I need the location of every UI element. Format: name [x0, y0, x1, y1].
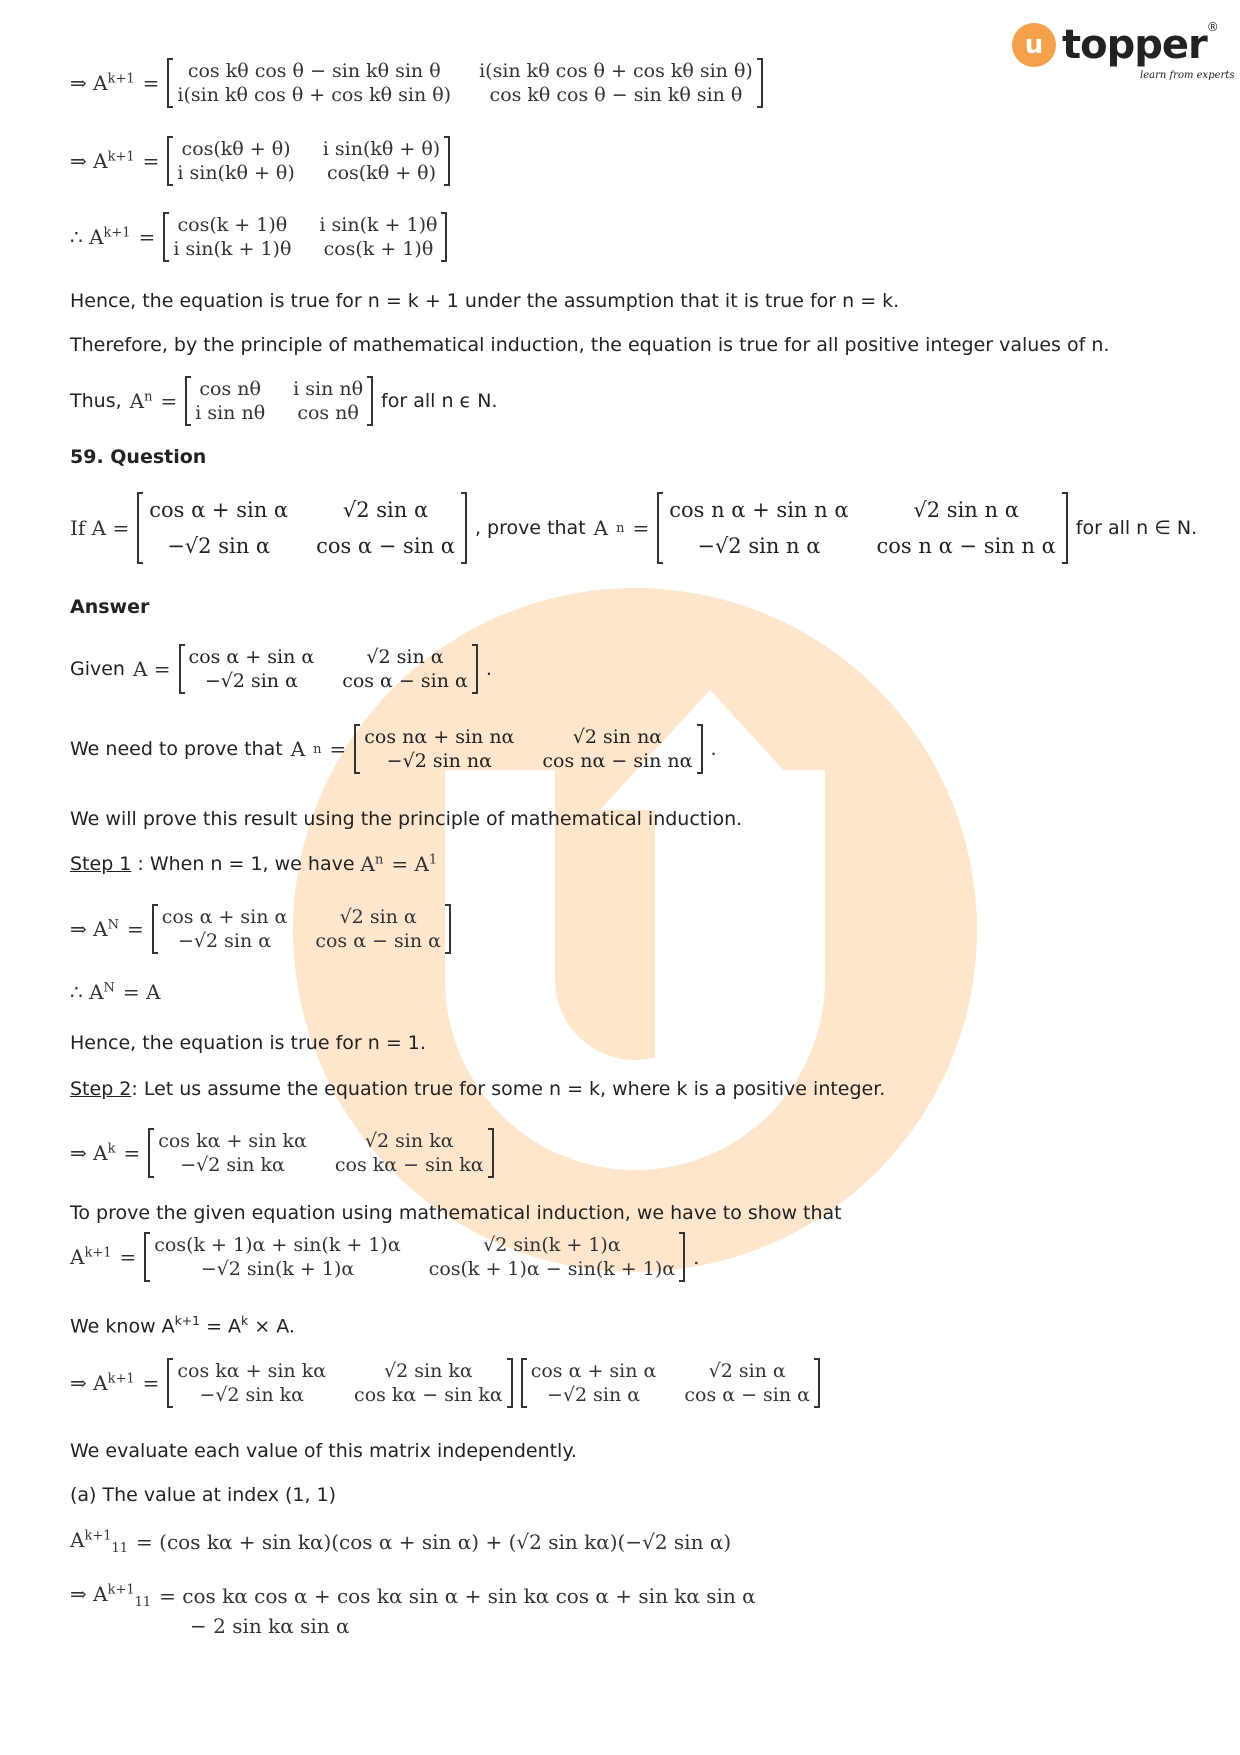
matrix-cell: cos(k + 1)α − sin(k + 1)α [428, 1258, 676, 1280]
eq-rhs: = (cos kα + sin kα)(cos α + sin α) + (√2 sin kα)(−√2 sin α) [136, 1530, 732, 1554]
paragraph: (a) The value at index (1, 1) [70, 1484, 337, 1506]
eq-lhs: $A^{k+1}$ [70, 1245, 112, 1269]
eq-to-prove [70, 1232, 699, 1282]
eq-sign: = [126, 917, 144, 941]
matrix-cell: −√2 sin kα [180, 1154, 285, 1176]
matrix-cell: √2 sin α [342, 498, 429, 522]
eq-sign: = [142, 149, 160, 173]
eq-rhs: − 2 sin kα sin α [190, 1614, 350, 1638]
eq-lhs: ∴ $A^N$ [70, 980, 115, 1004]
matrix-cell: −√2 sin nα [386, 750, 492, 772]
matrix [137, 492, 467, 564]
sup: k [241, 1314, 249, 1328]
matrix-cell: √2 sin nα [572, 726, 663, 748]
eq-product [70, 1358, 820, 1408]
eq-a11 [70, 1528, 731, 1556]
matrix-cell: cos n α − sin n α [876, 534, 1056, 558]
eq-ak1-result [70, 212, 447, 262]
matrix-cell: cos(kθ + θ) [181, 138, 291, 160]
matrix-cell: cos kα − sin kα [354, 1384, 503, 1406]
question-heading: 59. Question [70, 446, 207, 468]
matrix-cell: −√2 sin(k + 1)α [200, 1258, 355, 1280]
matrix [179, 644, 478, 694]
matrix [163, 212, 447, 262]
eq-lhs: $A^{k+1}_{11}$ [70, 1528, 129, 1556]
matrix-cell: cos nα − sin nα [542, 750, 693, 772]
eq-sign: = [142, 1371, 160, 1395]
matrix-cell: i sin nθ [195, 402, 266, 424]
matrix-cell: cos kα − sin kα [334, 1154, 484, 1176]
step1-math: $A^n$ = $A^1$ [360, 852, 438, 876]
matrix-cell: cos α − sin α [315, 930, 441, 952]
we-know-b: = A [206, 1315, 242, 1338]
matrix [167, 58, 762, 108]
matrix-cell: cos(kθ + θ) [326, 162, 436, 184]
logo-wordmark: topper [1062, 22, 1207, 68]
eq-sign: = [119, 1245, 137, 1269]
eq-lhs: $A^n$ [129, 389, 153, 413]
matrix [144, 1232, 685, 1282]
eq-sign: = [142, 71, 160, 95]
eq-rhs: = cos kα cos α + cos kα sin α + sin kα cos α + sin kα sin α [159, 1584, 756, 1608]
matrix-cell: i sin nθ [293, 378, 364, 400]
paragraph: We will prove this result using the principle of mathematical induction. [70, 808, 743, 830]
eq-step1 [70, 904, 451, 954]
matrix-cell: −√2 sin α [204, 670, 298, 692]
eq-step2 [70, 1128, 494, 1178]
matrix [657, 492, 1068, 564]
matrix-cell: −√2 sin α [177, 930, 272, 952]
matrix [152, 904, 451, 954]
eq-lhs: ⇒ $A^k$ [70, 1141, 116, 1165]
matrix-cell: i sin(kθ + θ) [322, 138, 441, 160]
step1-line [70, 852, 437, 876]
eq-lhs: ⇒ $A^{k+1}$ [70, 71, 135, 95]
eq-ak1-sum [70, 136, 450, 186]
step1-label: Step 1 [70, 853, 132, 875]
matrix-cell: cos α + sin α [161, 906, 288, 928]
eq-a11-expanded [70, 1582, 756, 1610]
eq-lhs: ⇒ $A^{k+1}_{11}$ [70, 1582, 152, 1610]
matrix-cell: √2 sin α [708, 1360, 786, 1382]
matrix-cell: √2 sin n α [913, 498, 1019, 522]
eq-lhs: ⇒ $A^{k+1}$ [70, 149, 135, 173]
paragraph: Hence, the equation is true for n = 1. [70, 1032, 426, 1054]
eq-ak1-expanded [70, 58, 763, 108]
question-mid: , prove that [474, 517, 586, 539]
eq-sign: = [160, 389, 178, 413]
question-suffix: for all n ∈ N. [1075, 517, 1198, 539]
matrix-cell: √2 sin α [366, 646, 444, 668]
matrix-cell: √2 sin(k + 1)α [483, 1234, 621, 1256]
matrix-cell: √2 sin kα [384, 1360, 473, 1382]
matrix-cell: −√2 sin α [546, 1384, 641, 1406]
period: . [693, 1245, 700, 1269]
matrix [521, 1358, 820, 1408]
matrix [167, 1358, 512, 1408]
matrix-cell: i sin(k + 1)θ [319, 214, 438, 236]
eq-rhs: = A [122, 980, 161, 1004]
period: . [485, 658, 492, 680]
eq-lhs: A = [132, 657, 171, 681]
matrix-cell: cos(k + 1)α + sin(k + 1)α [154, 1234, 401, 1256]
eq-lhs: ⇒ $A^{k+1}$ [70, 1371, 135, 1395]
matrix-cell: cos α − sin α [684, 1384, 810, 1406]
matrix-cell: √2 sin kα [364, 1130, 454, 1152]
thus-statement [70, 376, 498, 426]
period: . [710, 738, 717, 760]
question-statement [70, 492, 1197, 564]
paragraph: To prove the given equation using mathematical induction, we have to show that [70, 1202, 842, 1224]
matrix-cell: cos α + sin α [188, 646, 315, 668]
eq-a11-continued [190, 1614, 349, 1638]
question-if: If A = [70, 516, 130, 540]
matrix-cell: i sin(kθ + θ) [177, 162, 295, 184]
step2-text: : Let us assume the equation true for some n = k, where k is a positive integer. [131, 1078, 886, 1100]
matrix-cell: cos(k + 1)θ [323, 238, 434, 260]
thus-suffix: for all n ϵ N. [381, 390, 498, 412]
we-know-a: We know A [70, 1315, 175, 1338]
answer-heading: Answer [70, 596, 150, 618]
matrix-cell: −√2 sin n α [697, 534, 821, 558]
eq-lhs: ∴ $A^{k+1}$ [70, 225, 131, 249]
step1-text: : When n = 1, we have [137, 853, 355, 875]
matrix-cell: cos kα + sin kα [158, 1130, 307, 1152]
eq-lhs: A n [290, 737, 322, 761]
paragraph: Therefore, by the principle of mathematical induction, the equation is true for all positive integer values of n. [70, 334, 1110, 356]
eq-an [130, 376, 373, 426]
matrix-cell: √2 sin α [339, 906, 417, 928]
given-label: Given [70, 658, 125, 680]
matrix-cell: cos nθ [199, 378, 261, 400]
step2-line [70, 1078, 885, 1100]
matrix-cell: cos nθ [297, 402, 359, 424]
need-to-prove [70, 724, 717, 774]
matrix-cell: −√2 sin kα [199, 1384, 305, 1406]
matrix-cell: cos α + sin α [530, 1360, 657, 1382]
matrix-cell: cos nα + sin nα [364, 726, 515, 748]
matrix-cell: i(sin kθ cos θ + cos kθ sin θ) [479, 60, 753, 82]
matrix-cell: cos α − sin α [342, 670, 468, 692]
need-label: We need to prove that [70, 738, 283, 760]
matrix-cell: cos α + sin α [149, 498, 289, 522]
eq-sign: = [123, 1141, 141, 1165]
we-know-c: × A. [254, 1315, 295, 1338]
step2-label: Step 2 [70, 1078, 132, 1100]
matrix-cell: cos kθ cos θ − sin kθ sin θ [489, 84, 743, 106]
we-know-line [70, 1314, 295, 1337]
matrix [185, 376, 373, 426]
eq-sign: = [329, 737, 347, 761]
matrix-cell: cos(k + 1)θ [177, 214, 288, 236]
matrix [354, 724, 702, 774]
matrix-cell: i(sin kθ cos θ + cos kθ sin θ) [177, 84, 452, 106]
eq-sign: = [138, 225, 156, 249]
sup: k+1 [174, 1314, 201, 1328]
matrix-cell: cos α − sin α [316, 534, 455, 558]
eq-lhs: ⇒ $A^N$ [70, 917, 119, 941]
logo-registered-mark: ® [1206, 20, 1219, 34]
matrix-cell: cos kθ cos θ − sin kθ sin θ [187, 60, 441, 82]
eq-step1-conclusion [70, 980, 160, 1004]
logo-u-icon: u [1012, 23, 1056, 67]
eq-sign: = [632, 516, 650, 540]
given-statement [70, 644, 492, 694]
matrix-cell: −√2 sin α [167, 534, 271, 558]
matrix-cell: i sin(k + 1)θ [173, 238, 292, 260]
eq-lhs: A n [593, 516, 625, 540]
paragraph: We evaluate each value of this matrix independently. [70, 1440, 577, 1462]
thus-label: Thus, [70, 390, 122, 412]
paragraph: Hence, the equation is true for n = k + 1 under the assumption that it is true for n = k. [70, 290, 900, 312]
matrix-cell: cos n α + sin n α [669, 498, 849, 522]
matrix [167, 136, 450, 186]
matrix [148, 1128, 493, 1178]
matrix-cell: cos kα + sin kα [177, 1360, 327, 1382]
topper-logo [1012, 20, 1235, 81]
logo-tagline: learn from experts [1140, 70, 1235, 81]
